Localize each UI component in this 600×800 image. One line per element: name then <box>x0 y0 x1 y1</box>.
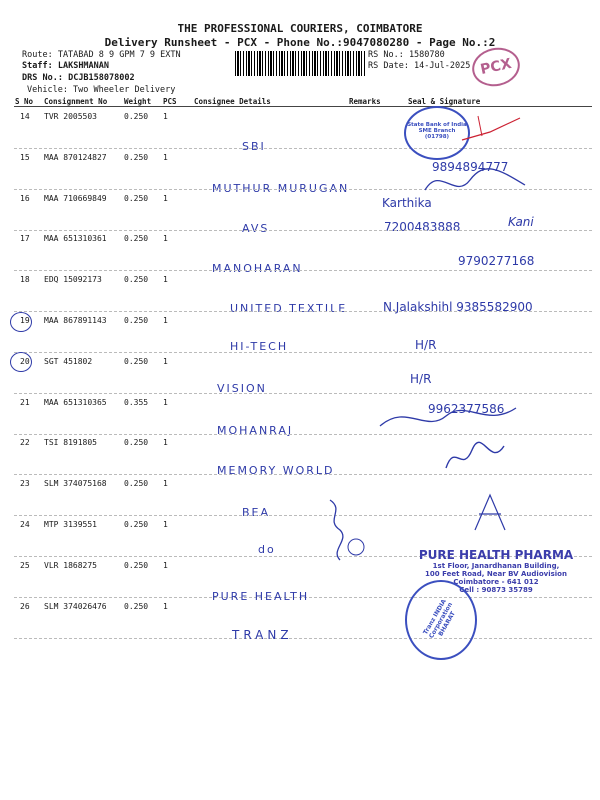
row-weight: 0.250 <box>124 601 149 611</box>
pharma-line4: Cell : 90873 35789 <box>459 586 533 594</box>
row-weight: 0.250 <box>124 560 149 570</box>
col-remarks: Remarks <box>349 97 381 106</box>
sbi-seal-text: State Bank of India SME Branch (01798) <box>407 122 467 140</box>
row-sno: 26 <box>20 601 30 611</box>
hw-tranz: TRANZ <box>232 628 293 642</box>
col-seal: Seal & Signature <box>408 97 481 106</box>
row-consignee-handwritten: MUTHUR MURUGAN <box>212 182 350 195</box>
pcx-stamp: PCX <box>469 43 524 90</box>
row-consignment: TSI 8191805 <box>44 438 97 448</box>
row-consignment: MAA 867891143 <box>44 316 107 325</box>
runsheet-title: Delivery Runsheet - PCX - Phone No.:9047080280 - Page No.:2 <box>104 36 496 49</box>
bharat-seal <box>405 580 477 660</box>
drs-label: DRS No.: <box>22 73 63 83</box>
row-signature-handwritten: 9962377586 <box>428 402 505 416</box>
row-pcs: 1 <box>163 438 168 448</box>
col-consignment: Consignment No <box>44 97 108 106</box>
row-divider <box>14 230 592 231</box>
row-pcs: 1 <box>163 193 168 203</box>
row-consignment: VLR 1868275 <box>44 560 97 570</box>
row-sno: 18 <box>20 275 30 285</box>
signature-15 <box>420 160 530 205</box>
row-sno: 21 <box>20 397 30 407</box>
drs-value: DCJB158078002 <box>68 73 135 83</box>
header-divider <box>14 106 592 107</box>
route-text: Route: TATABAD 8 9 GPM 7 9 EXTN <box>22 50 181 60</box>
rs-date: RS Date: 14-Jul-2025 <box>368 61 471 71</box>
staff-value: LAKSHMANAN <box>57 61 110 71</box>
row-pcs: 1 <box>163 601 168 611</box>
drs-line <box>22 73 135 83</box>
row-pcs: 1 <box>163 275 168 285</box>
circle-mark-19 <box>10 312 32 332</box>
row-sno: 19 <box>20 316 30 325</box>
row-consignee-handwritten: VISION <box>217 382 267 395</box>
row-consignment: MAA 870124827 <box>44 152 107 162</box>
row-weight: 0.250 <box>124 112 149 121</box>
row-weight: 0.250 <box>124 275 149 285</box>
row-consignee-handwritten: HI-TECH <box>230 340 289 353</box>
row-signature-handwritten: H/R <box>415 338 437 352</box>
row-pcs: 1 <box>163 479 168 489</box>
row-pcs: 1 <box>163 560 168 570</box>
row-consignment: SLM 374026476 <box>44 601 107 611</box>
row-consignment: MAA 651310361 <box>44 234 107 244</box>
row-consignee-handwritten: BEA <box>242 506 271 519</box>
row-consignment: MTP 3139551 <box>44 520 97 529</box>
signature-21 <box>376 398 526 438</box>
row-signature-handwritten: 9790277168 <box>458 254 535 268</box>
row-pcs: 1 <box>163 112 168 121</box>
row-consignment: SLM 374075168 <box>44 479 107 489</box>
pharma-line3: Coimbatore - 641 012 <box>453 578 539 586</box>
row-consignee-handwritten: MANOHARAN <box>212 262 303 275</box>
hw-kani: Kani <box>508 215 534 229</box>
row-consignee-handwritten: SBI <box>242 140 266 153</box>
circle-mark-20 <box>10 352 32 372</box>
row-consignment: EDQ 15092173 <box>44 275 102 285</box>
signature-24 <box>320 495 370 565</box>
row-consignment: SGT 451802 <box>44 356 93 366</box>
row-sno: 16 <box>20 193 30 203</box>
pharma-name: PURE HEALTH PHARMA <box>418 548 574 562</box>
row-pcs: 1 <box>163 520 168 529</box>
row-weight: 0.250 <box>124 520 149 529</box>
row-sno: 25 <box>20 560 30 570</box>
row-signature-handwritten: 9894894777 <box>432 160 509 174</box>
row-divider <box>14 270 592 271</box>
staff-label: Staff: <box>22 61 53 71</box>
row-weight: 0.355 <box>124 397 149 407</box>
row-sno: 23 <box>20 479 30 489</box>
row-pcs: 1 <box>163 316 168 325</box>
row-pcs: 1 <box>163 152 168 162</box>
row-weight: 0.250 <box>124 316 149 325</box>
row-signature-handwritten: 7200483888 <box>384 220 461 234</box>
row-signature-handwritten: Karthika <box>382 196 432 210</box>
signature-23 <box>465 490 515 540</box>
col-weight: Weight <box>124 97 152 106</box>
company-title: THE PROFESSIONAL COURIERS, COIMBATORE <box>177 22 423 35</box>
red-tick-mark <box>460 110 530 150</box>
row-signature-handwritten: H/R <box>410 372 432 386</box>
row-sno: 14 <box>20 112 30 121</box>
pharma-line1: 1st Floor, Janardhanan Building, <box>432 562 560 570</box>
row-consignment: MAA 710669849 <box>44 193 107 203</box>
row-pcs: 1 <box>163 356 168 366</box>
row-consignee-handwritten: UNITED TEXTILE <box>230 302 348 315</box>
row-divider <box>14 638 592 639</box>
barcode <box>235 51 367 76</box>
vehicle-text: Vehicle: Two Wheeler Delivery <box>27 85 176 95</box>
row-consignee-handwritten: MEMORY WORLD <box>217 464 335 477</box>
row-divider <box>14 352 592 353</box>
row-divider <box>14 393 592 394</box>
row-weight: 0.250 <box>124 479 149 489</box>
col-sno: S No <box>15 97 34 106</box>
row-signature-handwritten: N.Jalakshihl 9385582900 <box>383 300 533 314</box>
row-consignee-handwritten: do <box>258 543 276 556</box>
row-sno: 17 <box>20 234 30 244</box>
row-weight: 0.250 <box>124 234 149 244</box>
row-sno: 15 <box>20 152 30 162</box>
row-consignee-handwritten: AVS <box>242 222 270 235</box>
row-sno: 22 <box>20 438 30 448</box>
row-weight: 0.250 <box>124 152 149 162</box>
col-pcs: PCS <box>163 97 177 106</box>
row-pcs: 1 <box>163 397 168 407</box>
signature-22 <box>440 438 510 478</box>
row-consignment: MAA 651310365 <box>44 397 107 407</box>
row-pcs: 1 <box>163 234 168 244</box>
col-consignee: Consignee Details <box>194 97 271 106</box>
row-consignment: TVR 2005503 <box>44 112 97 121</box>
row-sno: 20 <box>20 356 30 366</box>
row-weight: 0.250 <box>124 438 149 448</box>
staff-line <box>22 61 109 71</box>
row-divider <box>14 311 592 312</box>
row-sno: 24 <box>20 520 30 529</box>
row-weight: 0.250 <box>124 193 149 203</box>
row-weight: 0.250 <box>124 356 149 366</box>
pharma-line2: 100 Feet Road, Near BV Audiovision <box>425 570 567 578</box>
bharat-seal-text: Tranz INDIA Corporation BHARAT <box>422 598 457 640</box>
row-consignee-handwritten: MOHANRAJ <box>217 424 294 437</box>
row-consignee-handwritten: PURE HEALTH <box>212 590 310 603</box>
rs-no: RS No.: 1580780 <box>368 50 445 60</box>
